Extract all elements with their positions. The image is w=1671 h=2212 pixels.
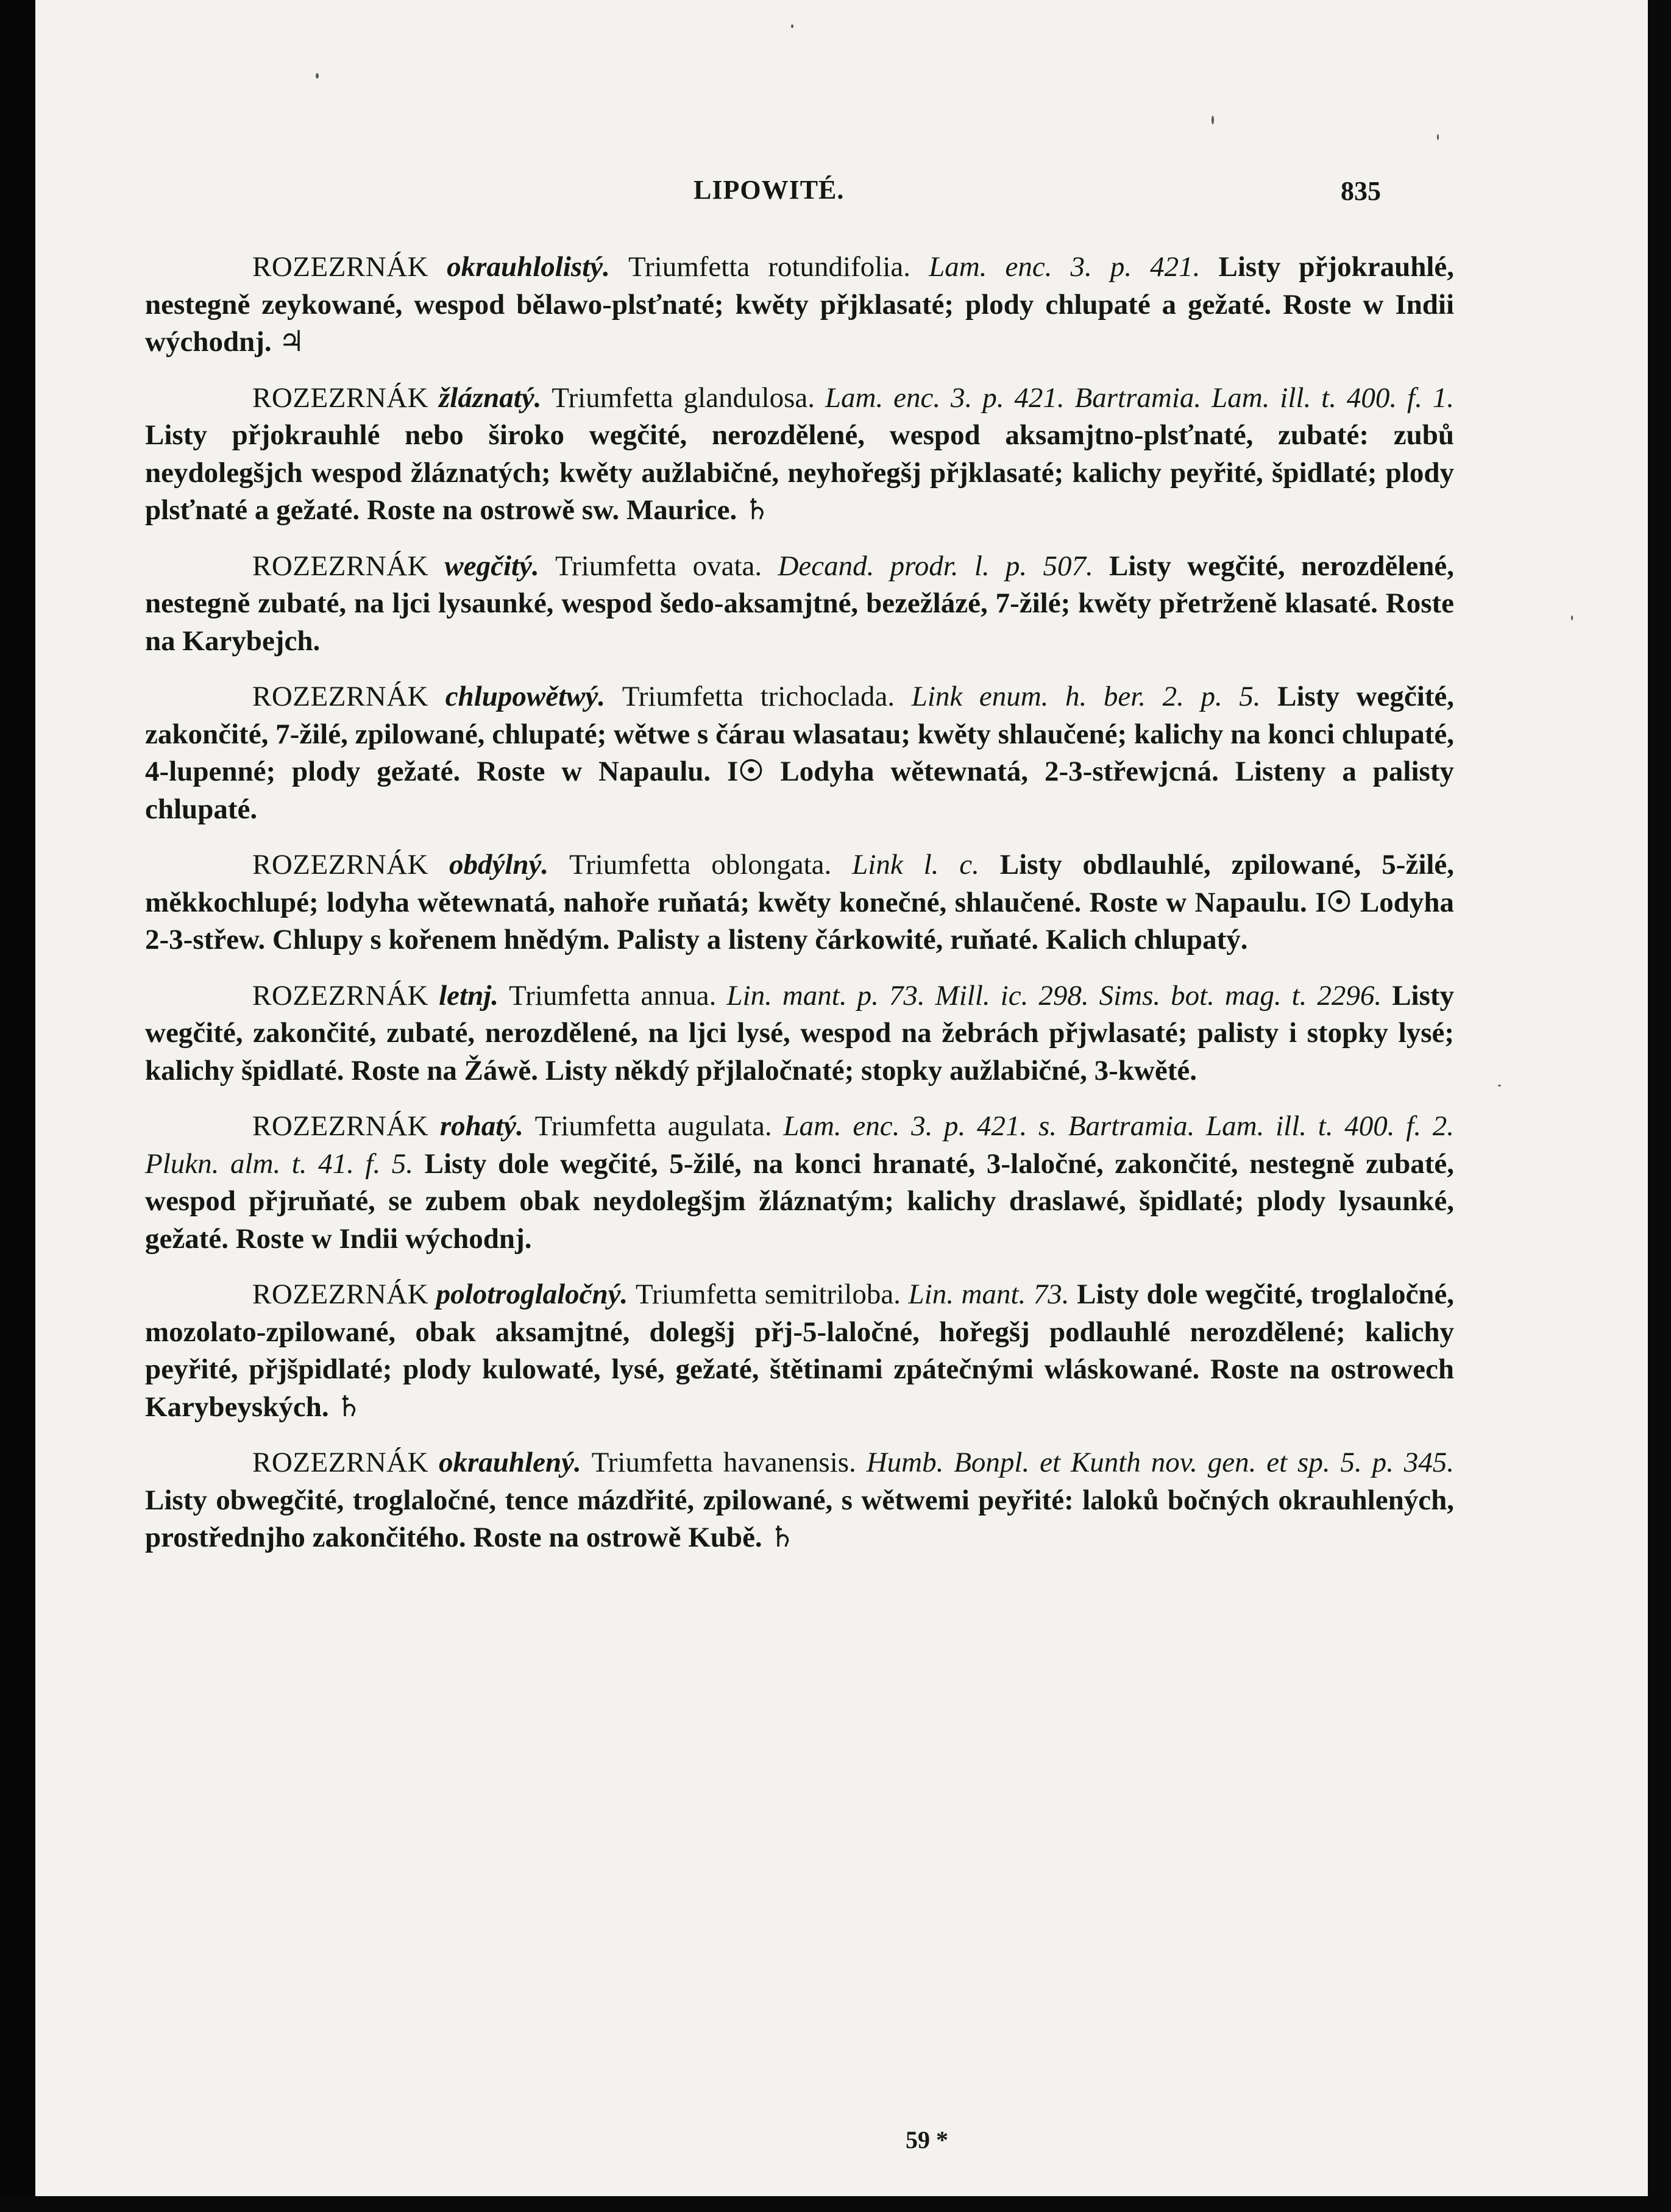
entry	[145, 1276, 1454, 1426]
latin-name: Triumfetta trichoclada.	[622, 681, 895, 712]
latin-name: Triumfetta oblongata.	[569, 849, 832, 881]
scan-speck	[1212, 116, 1214, 124]
scan-border-left	[0, 0, 35, 2212]
description: Listy přjokrauhlé, nestegně zeykowané, wespod bělawo-plsťnaté; kwěty přjklasaté; plody chlupaté a gežaté. Roste w Indii wýchodnj.	[145, 251, 1455, 358]
lifeform-symbol: ♄	[769, 1522, 795, 1553]
genus-name: ROZEZRNÁK	[252, 251, 429, 283]
book-page	[35, 0, 1648, 2196]
description: Listy přjokrauhlé nebo široko wegčité, nerozdělené, wespod aksamjtno-plsťnaté, zubaté: zubů neydolegšjch wespod žláznatých; kwěty aužlabičné, neyhořegšj přjklasaté; kalichy peyřité, špidlaté; plody plsťnaté a gežaté. Roste na ostrowě sw. Maurice.	[145, 419, 1454, 526]
entry-list	[145, 249, 1454, 1575]
scan-speck	[1498, 1085, 1501, 1087]
signature-mark: 59 *	[906, 2126, 948, 2154]
running-head: LIPOWITÉ.	[694, 175, 845, 205]
latin-name: Triumfetta semitriloba.	[635, 1278, 901, 1310]
scan-speck	[316, 73, 319, 79]
genus-name: ROZEZRNÁK	[252, 849, 429, 881]
entry	[145, 380, 1454, 530]
reference: Humb. Bonpl. et Kunth nov. gen. et sp. 5. p. 345.	[866, 1447, 1455, 1478]
species-name: rohatý.	[439, 1110, 523, 1142]
genus-name: ROZEZRNÁK	[252, 550, 429, 582]
scan-border-bottom	[0, 2196, 1671, 2212]
reference: Link enum. h. ber. 2. p. 5.	[911, 681, 1261, 712]
description: Listy obwegčité, troglaločné, tence mázdřité, zpilowané, s wětwemi peyřité: laloků bočných okrauhlených, prostřednjho zakončitého. Roste na ostrowě Kubě.	[145, 1484, 1454, 1553]
description: Listy wegčité, nerozdělené, nestegně zubaté, na ljci lysaunké, wespod šedo-aksamjtné, bezežlázé, 7-žilé; kwěty přetrženě klasaté. Roste na Karybejch.	[145, 550, 1454, 657]
entry	[145, 977, 1454, 1090]
reference: Lam. enc. 3. p. 421. Bartramia. Lam. ill. t. 400. f. 1.	[825, 381, 1455, 414]
genus-name: ROZEZRNÁK	[252, 381, 429, 414]
scan-speck	[791, 24, 793, 28]
lifeform-symbol: ♃	[278, 326, 305, 358]
entry	[145, 548, 1454, 661]
description: Listy dole wegčité, 5-žilé, na konci hranaté, 3-laločné, zakončité, nestegně zubaté, wespod přjruňaté, se zubem obak neydolegšjm žláznatým; kalichy draslawé, špidlaté; plody lysaunké, gežaté. Roste w Indii wýchodnj.	[145, 1147, 1455, 1255]
scan-speck	[1437, 134, 1439, 140]
latin-name: Triumfetta glandulosa.	[552, 381, 815, 414]
latin-name: Triumfetta rotundifolia.	[628, 251, 910, 283]
entry	[145, 678, 1454, 828]
species-name: žláznatý.	[439, 381, 542, 414]
species-name: chlupowětwý.	[445, 681, 606, 712]
entry	[145, 846, 1454, 959]
latin-name: Triumfetta havanensis.	[591, 1447, 856, 1478]
description: Listy wegčité, zakončité, 7-žilé, zpilowané, chlupaté; wětwe s čárau wlasatau; kwěty shlaučené; kalichy na konci chlupaté, 4-lupenné; plody gežaté. Roste w Napaulu. I☉ Lodyha wětewnatá, 2-3-střewjcná. Listeny a palisty chlupaté.	[145, 681, 1455, 825]
page-number: 835	[1341, 176, 1381, 206]
description: Listy dole wegčité, troglaločné, mozolato-zpilowané, obak aksamjtné, dolegšj přj-5-laločné, hořegšj podlauhlé nerozdělené; kalichy peyřité, přjšpidlaté; plody kulowaté, lysé, gežaté, štětinami zpátečnými wláskowané. Roste na ostrowech Karybeyských.	[145, 1278, 1455, 1423]
latin-name: Triumfetta augulata.	[534, 1110, 772, 1142]
species-name: letnj.	[439, 979, 499, 1012]
description: Listy obdlauhlé, zpilowané, 5-žilé, měkkochlupé; lodyha wětewnatá, nahoře ruňatá; kwěty konečné, shlaučené. Roste w Napaulu. I☉ Lodyha 2-3-střew. Chlupy s kořenem hnědým. Palisty a listeny čárkowité, ruňaté. Kalich chlupatý.	[145, 849, 1455, 955]
reference: Decand. prodr. l. p. 507.	[778, 550, 1093, 582]
reference: Lin. mant. 73.	[908, 1278, 1070, 1310]
reference: Link l. c.	[852, 849, 979, 881]
genus-name: ROZEZRNÁK	[252, 1110, 429, 1142]
entry	[145, 249, 1454, 361]
reference: Lam. enc. 3. p. 421. s. Bartramia. Lam. ill. t. 400. f. 2. Plukn. alm. t. 41. f. 5.	[145, 1110, 1454, 1180]
genus-name: ROZEZRNÁK	[252, 1447, 429, 1478]
species-name: obdýlný.	[449, 849, 549, 881]
genus-name: ROZEZRNÁK	[252, 681, 429, 712]
latin-name: Triumfetta annua.	[509, 979, 717, 1012]
scan-border-right	[1648, 0, 1671, 2212]
reference: Lin. mant. p. 73. Mill. ic. 298. Sims. bot. mag. t. 2296.	[726, 979, 1382, 1012]
description: Listy wegčité, zakončité, zubaté, nerozdělené, na ljci lysé, wespod na žebrách přjwlasaté; palisty i stopky lysé; kalichy špidlaté. Roste na Žáwě. Listy někdý přjlaločnaté; stopky aužlabičné, 3-kwěté.	[145, 979, 1455, 1087]
scan-speck	[1571, 615, 1573, 620]
genus-name: ROZEZRNÁK	[252, 979, 429, 1012]
entry	[145, 1108, 1454, 1258]
species-name: polotroglaločný.	[436, 1278, 628, 1310]
lifeform-symbol: ♄	[744, 494, 770, 526]
species-name: okrauhlolistý.	[447, 251, 610, 283]
species-name: wegčitý.	[444, 550, 539, 582]
latin-name: Triumfetta ovata.	[555, 550, 762, 582]
entry	[145, 1444, 1454, 1557]
page-header	[35, 174, 1648, 211]
genus-name: ROZEZRNÁK	[252, 1278, 429, 1310]
lifeform-symbol: ♄	[336, 1391, 362, 1423]
species-name: okrauhlený.	[438, 1447, 581, 1478]
reference: Lam. enc. 3. p. 421.	[929, 251, 1201, 283]
